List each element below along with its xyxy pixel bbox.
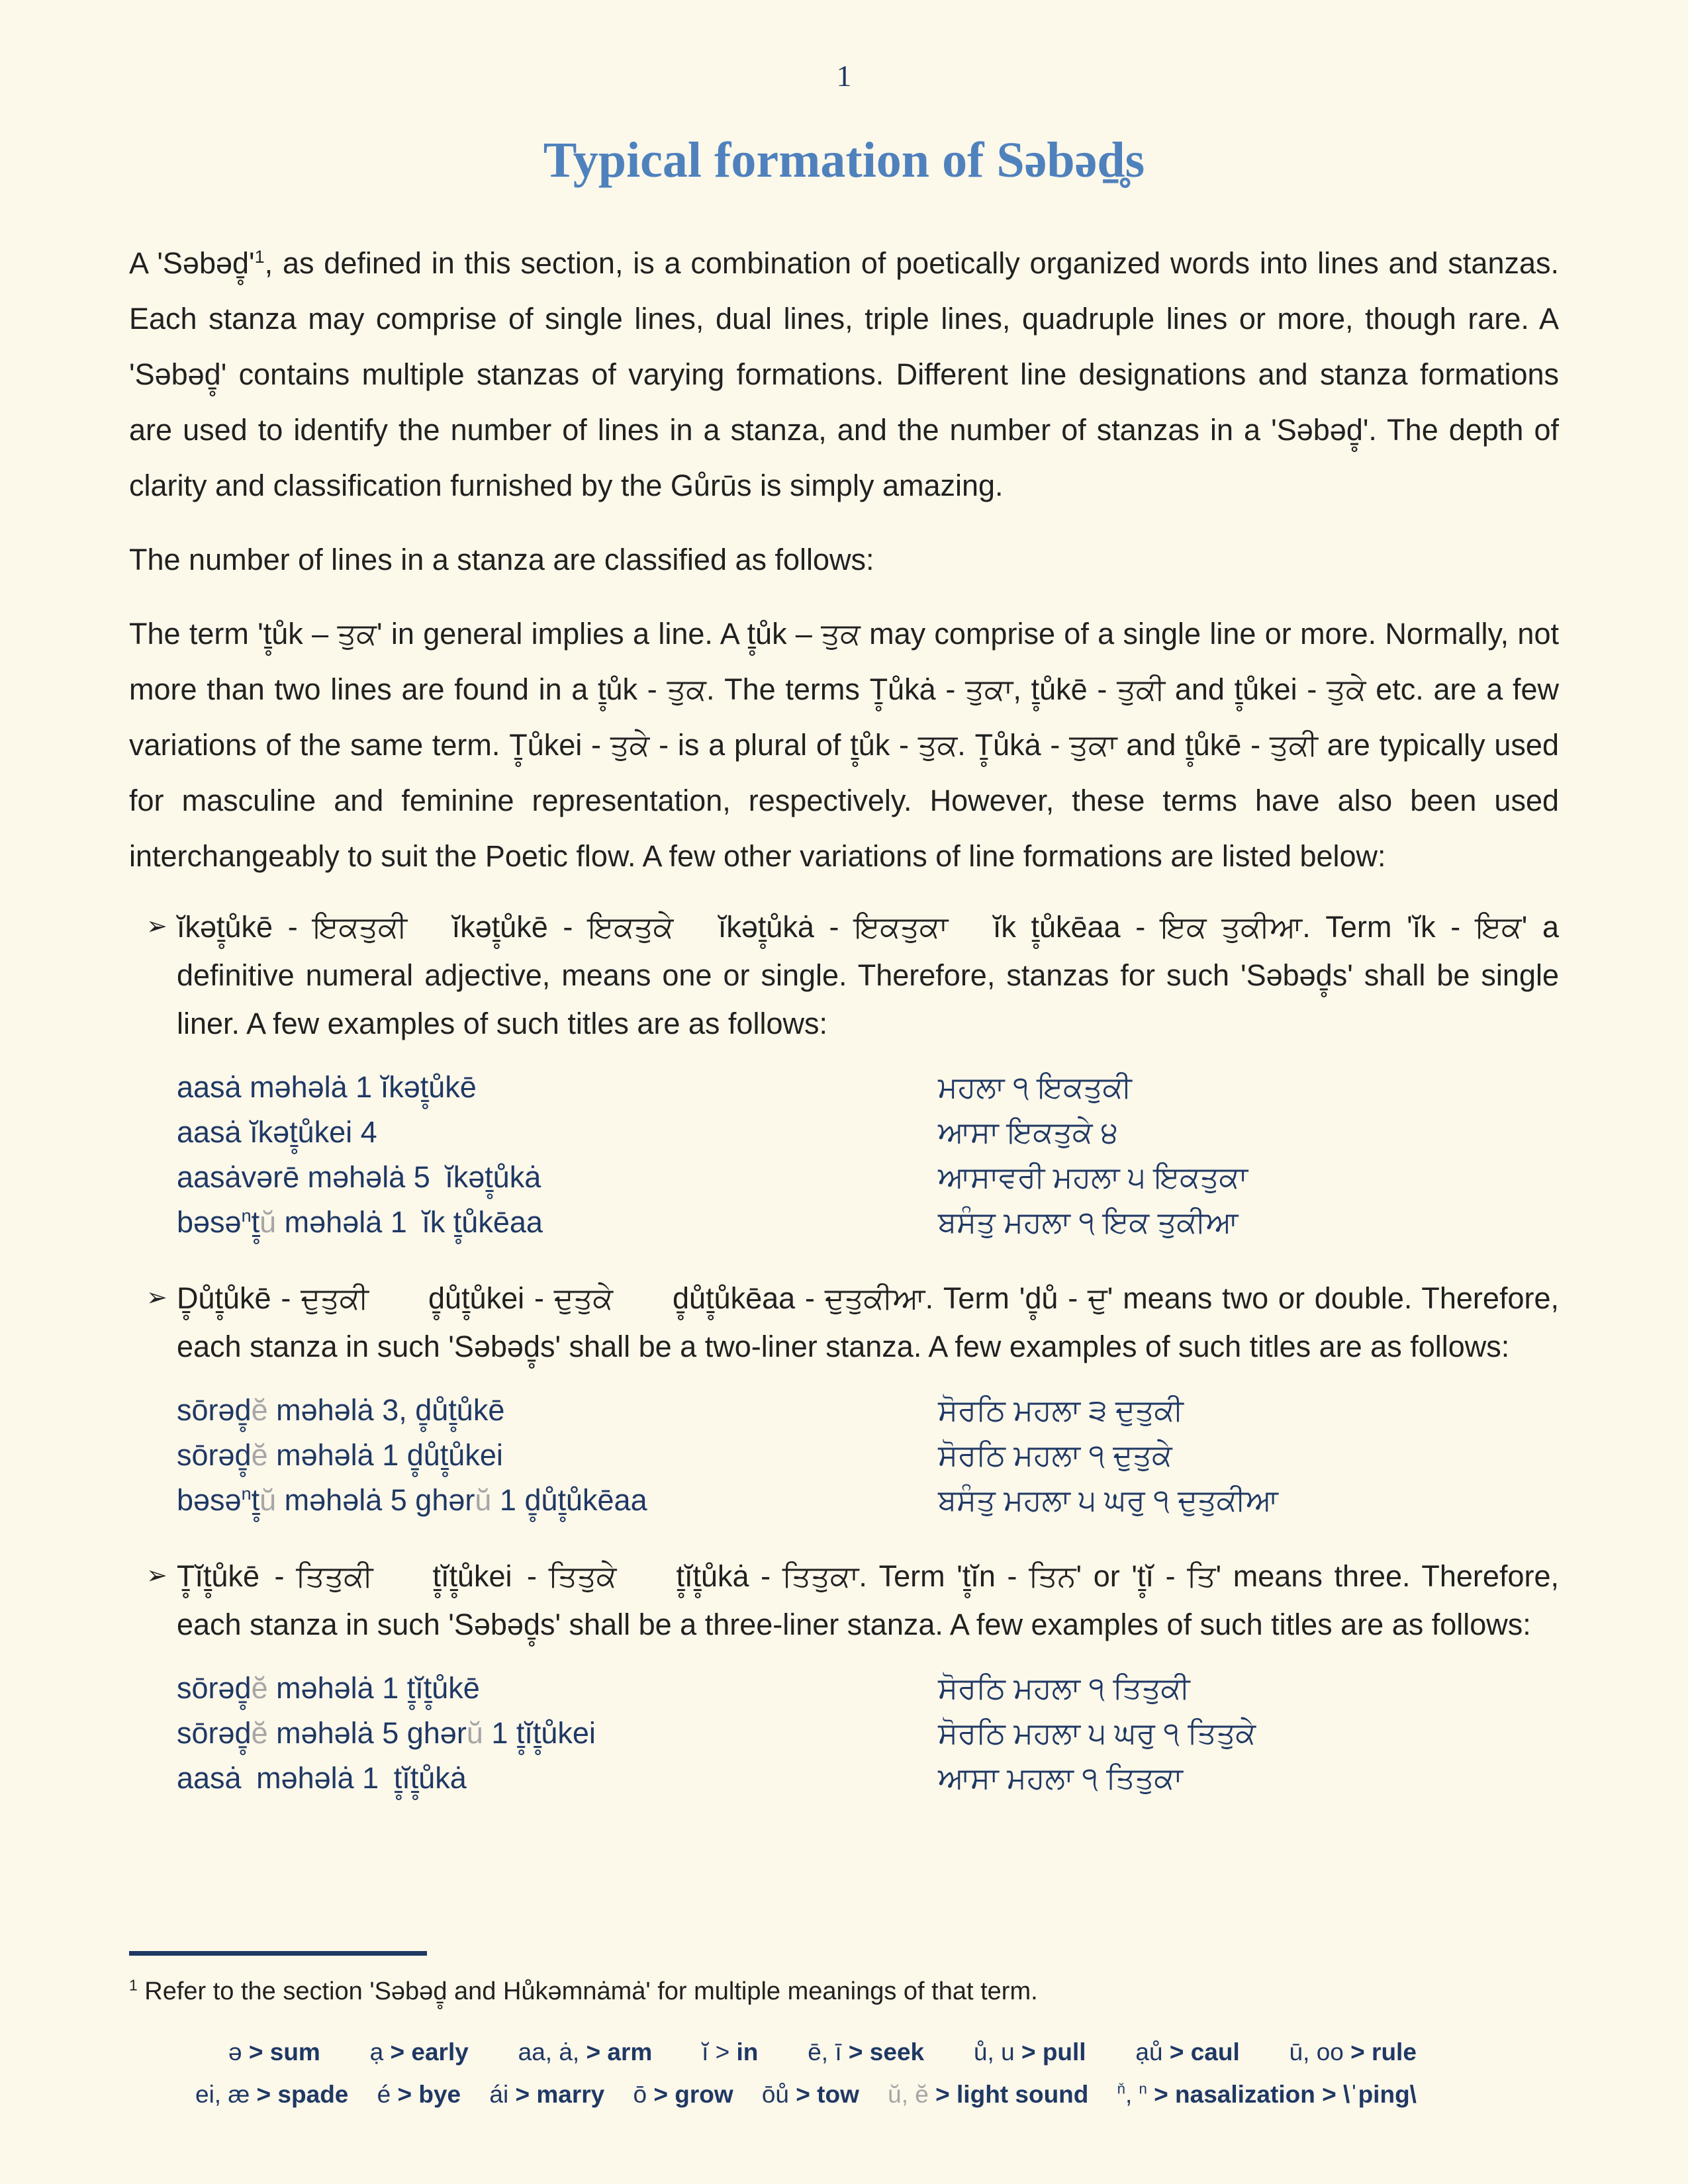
paragraph-classification: The number of lines in a stanza are classified as follows: (129, 543, 874, 576)
key-item: ū, oo > rule (1289, 2038, 1417, 2066)
bullet-line (129, 1552, 1559, 1649)
bullet-item-tituk (129, 1552, 1559, 1801)
key-item: ái > marry (489, 2081, 605, 2108)
example-latin: bəsə$^n$ṯ̥ŭ məhəlȧ 1 ĭk ṯ̥ůkēaa (177, 1205, 543, 1239)
example-gurmukhi: ਬਸੰਤੁ ਮਹਲਾ ੫ ਘਰੁ ੧ ਦੁਤੁਕੀਆ (938, 1483, 1278, 1517)
key-item: aa, ȧ, > arm (518, 2038, 653, 2066)
example-row (177, 1433, 1559, 1478)
example-row (177, 1711, 1559, 1756)
example-latin: bəsə$^n$ṯ̥ŭ məhəlȧ 5 ghərŭ 1 ḏ̥ůṯ̥ůkēaa (177, 1483, 647, 1517)
example-gurmukhi: ਆਸਾ ਇਕਤੁਕੇ ੪ (938, 1115, 1119, 1149)
key-item: ŭ, ĕ > light sound (888, 2081, 1089, 2108)
page-title: Typical formation of Səbəḏ̥s (543, 132, 1145, 188)
example-latin: aasȧ məhəlȧ 1 ĭkəṯ̥ůkē (177, 1070, 477, 1104)
example-row (177, 1388, 1559, 1433)
example-latin: aasȧvərē məhəlȧ 5 ĭkəṯ̥ůkȧ (177, 1160, 541, 1194)
example-row (177, 1478, 1559, 1523)
pronunciation-key (129, 2034, 1559, 2113)
key-item: ĭ > in (702, 2038, 759, 2066)
paragraph-tuk-definition: The term 'ṯ̥ůk – ਤੁਕ' in general implies a line. A ṯ̥ůk – ਤੁਕ may comprise of a single line or more. Normally, not more than two lines are found in a ṯ̥ůk - ਤੁਕ. The terms Ṯ̥ůkȧ - ਤੁਕਾ, ṯ̥ůkē - ਤੁਕੀ and ṯ̥ůkei - ਤੁਕੇ etc. are a few variations of the same term. Ṯ̥ůkei - ਤੁਕੇ - is a plural of ṯ̥ůk - ਤੁਕ. Ṯ̥ůkȧ - ਤੁਕਾ and ṯ̥ůkē - ਤੁਕੀ are typically used for masculine and feminine representation, respectively. However, these terms have also been used interchangeably to suit the Poetic flow. A few other variations of line formations are listed below: (129, 617, 1559, 873)
footnote: $^1$ Refer to the section 'Səbəḏ̥ and Hůkəmnȧmȧ' for multiple meanings of that term. (129, 1976, 1038, 2005)
key-item: ạů > caul (1135, 2038, 1240, 2066)
example-gurmukhi: ਸੋਰਠਿ ਮਹਲਾ ੫ ਘਰੁ ੧ ਤਿਤੁਕੇ (938, 1716, 1256, 1750)
example-latin: sōrəḏ̥ĕ məhəlȧ 1 ḏ̥ůṯ̥ůkei (177, 1438, 503, 1472)
example-gurmukhi: ਸੋਰਠਿ ਮਹਲਾ ੩ ਦੁਤੁਕੀ (938, 1393, 1184, 1427)
bullet-line (129, 903, 1559, 1048)
example-gurmukhi: ਆਸਾਵਰੀ ਮਹਲਾ ੫ ਇਕਤੁਕਾ (938, 1160, 1248, 1194)
example-gurmukhi: ਸੋਰਠਿ ਮਹਲਾ ੧ ਤਿਤੁਕੀ (938, 1671, 1190, 1705)
example-gurmukhi: ਆਸਾ ਮਹਲਾ ੧ ਤਿਤੁਕਾ (938, 1761, 1183, 1795)
example-row (177, 1200, 1559, 1245)
example-row (177, 1110, 1559, 1155)
arrow-bullet-icon: ➢ (146, 913, 167, 940)
key-item: $^ň$, $^n$ > nasalization > \ˈping\ (1117, 2080, 1417, 2108)
key-item: ē, ī > seek (808, 2038, 925, 2066)
bullet-item-iktuk (129, 903, 1559, 1245)
bullet-text-iktuk: ĭkəṯ̥ůkē - ਇਕਤੁਕੀ ĭkəṯ̥ůkē - ਇਕਤੁਕੇ ĭkəṯ̥ůkȧ - ਇਕਤੁਕਾ ĭk ṯ̥ůkēaa - ਇਕ ਤੁਕੀਆ. Term 'ĭk - ਇਕ' a definitive numeral adjective, means one or single. Therefore, stanzas for such 'Səbəḏ̥s' shall be single liner. A few examples of such titles are as follows: (177, 910, 1559, 1040)
example-latin: sōrəḏ̥ĕ məhəlȧ 3, ḏ̥ůṯ̥ůkē (177, 1393, 505, 1427)
example-latin: aasȧ ĭkəṯ̥ůkei 4 (177, 1115, 377, 1149)
key-item: ō > grow (633, 2081, 733, 2108)
arrow-bullet-icon: ➢ (146, 1562, 167, 1590)
example-gurmukhi: ਬਸੰਤੁ ਮਹਲਾ ੧ ਇਕ ਤੁਕੀਆ (938, 1205, 1239, 1239)
bullet-line (129, 1274, 1559, 1371)
pronunciation-key-row (129, 2034, 1417, 2071)
example-row (177, 1666, 1559, 1711)
key-item: ạ > early (369, 2038, 469, 2066)
page-number: 1 (836, 59, 852, 93)
example-gurmukhi: ਸੋਰਠਿ ਮਹਲਾ ੧ ਦੁਤੁਕੇ (938, 1438, 1172, 1472)
example-latin: sōrəḏ̥ĕ məhəlȧ 1 ṯ̥ĭṯ̥ůkē (177, 1671, 480, 1705)
paragraph-intro: A '$Səbəḏ̥'^1$, as defined in this section, is a combination of poetically organized words into lines and stanzas. Each stanza may comprise of single lines, dual lines, triple lines, quadruple lines or more, though rare. A 'Səbəḏ̥' contains multiple stanzas of varying formations. Different line designations and stanza formations are used to identify the number of lines in a stanza, and the number of stanzas in a 'Səbəḏ̥'. The depth of clarity and classification furnished by the Gůrūs is simply amazing. (129, 246, 1559, 502)
arrow-bullet-icon: ➢ (146, 1284, 167, 1312)
page-footer (129, 1951, 1559, 2113)
pronunciation-key-row (129, 2076, 1417, 2113)
key-item: ōů > tow (761, 2081, 859, 2108)
example-row (177, 1065, 1559, 1110)
bullet-text-tituk: Ṯ̥ĭṯ̥ůkē - ਤਿਤੁਕੀ ṯ̥ĭṯ̥ůkei - ਤਿਤੁਕੇ ṯ̥ĭṯ̥ůkȧ - ਤਿਤੁਕਾ. Term 'ṯ̥ĭn - ਤਿਨ' or 'ṯ̥ĭ - ਤਿ' means three. Therefore, each stanza in such 'Səbəḏ̥s' shall be a three-liner stanza. A few examples of such titles are as follows: (177, 1559, 1559, 1641)
example-latin: aasȧ məhəlȧ 1 ṯ̥ĭṯ̥ůkȧ (177, 1761, 467, 1795)
examples-tituk (129, 1666, 1559, 1801)
example-latin: sōrəḏ̥ĕ məhəlȧ 5 ghərŭ 1 ṯ̥ĭṯ̥ůkei (177, 1716, 596, 1750)
key-item: ə > sum (228, 2038, 320, 2066)
bullet-text-dutuk: Ḏ̥ůṯ̥ůkē - ਦੁਤੁਕੀ ḏ̥ůṯ̥ůkei - ਦੁਤੁਕੇ ḏ̥ůṯ̥ůkēaa - ਦੁਤੁਕੀਆ. Term 'ḏ̥ů - ਦੁ' means two or double. Therefore, each stanza in such 'Səbəḏ̥s' shall be a two-liner stanza. A few examples of such titles are as follows: (177, 1281, 1559, 1363)
bullet-item-dutuk (129, 1274, 1559, 1523)
example-gurmukhi: ਮਹਲਾ ੧ ਇਕਤੁਕੀ (938, 1070, 1132, 1104)
key-item: ei, æ > spade (195, 2081, 349, 2108)
footnote-divider (129, 1951, 427, 1956)
examples-dutuk (129, 1388, 1559, 1523)
key-item: ů, u > pull (973, 2038, 1086, 2066)
example-row (177, 1155, 1559, 1200)
examples-iktuk (129, 1065, 1559, 1245)
key-item: é > bye (377, 2081, 461, 2108)
example-row (177, 1756, 1559, 1801)
